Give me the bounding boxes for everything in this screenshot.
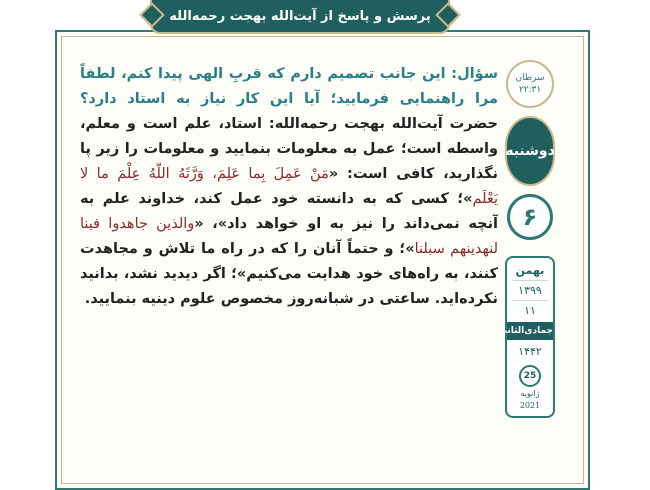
solar-year: ۱۳۹۹	[518, 284, 542, 297]
solar-cusp-badge	[506, 60, 554, 108]
weekday-label: دوشنبه	[505, 143, 555, 159]
hadith-quote: مَنْ عَمِلَ بِما عَلِمَ، وَرَّثَهُ اللّهُ عِلْمَ ما لا یَعْلَم	[80, 166, 498, 207]
quran-quote: والذین جاهدوا فینا لنهدینهم سبلنا	[80, 216, 499, 257]
gregorian-year: 2021	[519, 401, 541, 410]
weekday-badge	[505, 116, 555, 186]
solar-month: بهمن	[515, 264, 545, 277]
page-title: پرسش و پاسخ از آیت‌الله بهجت رحمه‌الله	[169, 8, 431, 24]
day-number: ۶	[522, 203, 538, 231]
qa-body	[80, 62, 498, 312]
cusp-sign: سرطان	[515, 73, 545, 83]
cusp-time: ۲۲:۳۱	[518, 85, 542, 95]
gregorian-day: 25	[519, 365, 541, 387]
answer-text-3: »؛ و حتماً آنان را که در راه ما تلاش و مجاهدت کنند، به راه‌های خود هدایت می‌کنیم»؛ اگر دیدید نشد، بدانید نکرده‌اید.	[80, 241, 498, 307]
date-card	[498, 256, 555, 418]
answer-text-1: حضرت آیت‌الله بهجت رحمه‌الله: استاد، علم است و معلم، واسطه است؛ عمل به معلومات بنمایید و معلومات را زیر پا نگذارید، کافی است: «	[80, 116, 498, 182]
hijri-month: جمادی‌الثانی	[507, 322, 553, 340]
question-text: سؤال: این جانب تصمیم دارم که قربِ الهی پیدا کنم، لطفاً مرا راهنمایی فرمایید؛ آیا این کار نیاز به استاد دارد؟	[80, 66, 498, 107]
date-column	[498, 60, 555, 480]
header-plate	[150, 0, 450, 34]
hijri-year: ۱۴۴۲	[518, 345, 542, 358]
answer-text-2: »؛ کسی که به دانسته خود عمل کند، خداوند علم به آنچه نمی‌داند را نیز به او خواهد داد»، «	[80, 191, 498, 232]
hijri-day: ۱۱	[524, 304, 536, 317]
final-line: ساعتی در شبانه‌روز مخصوص علوم دینیه بنمایید.	[84, 291, 430, 307]
day-number-ring	[507, 194, 553, 240]
gregorian-month: ژانویه	[520, 389, 540, 398]
